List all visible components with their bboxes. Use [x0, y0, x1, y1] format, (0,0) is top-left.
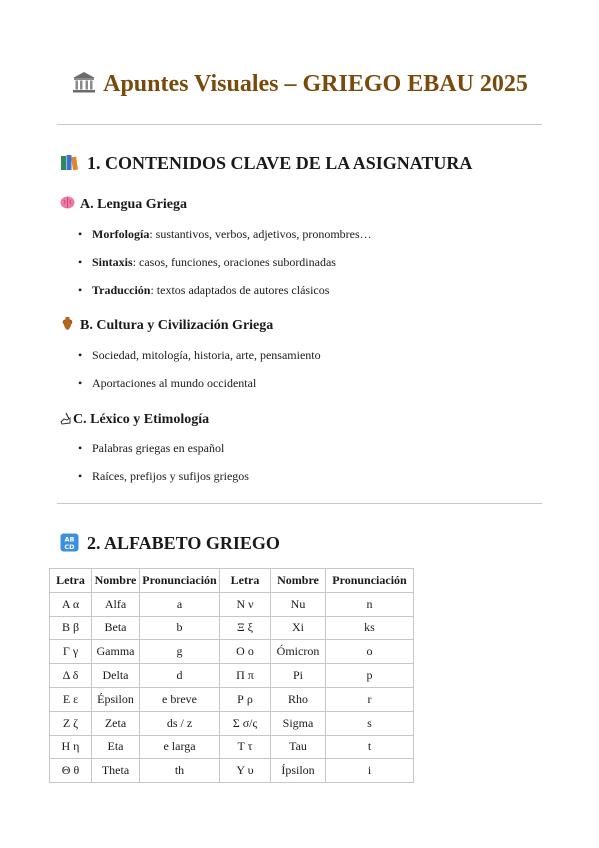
column-header: Letra — [50, 569, 92, 593]
table-cell: Delta — [92, 664, 140, 688]
table-cell: Xi — [271, 616, 326, 640]
table-cell: Beta — [92, 616, 140, 640]
table-cell: Σ σ/ς — [220, 711, 271, 735]
divider — [57, 124, 542, 125]
item-text: : sustantivos, verbos, adjetivos, pronombres… — [149, 227, 372, 241]
table-cell: n — [326, 592, 414, 616]
table-cell: Ómicron — [271, 640, 326, 664]
table-cell: Θ θ — [50, 759, 92, 783]
table-row — [50, 711, 414, 735]
table-row — [50, 759, 414, 783]
svg-text:CD: CD — [64, 543, 75, 551]
table-cell: g — [140, 640, 220, 664]
table-cell: Τ τ — [220, 735, 271, 759]
table-cell: Pi — [271, 664, 326, 688]
subsection-c-title: C. Léxico y Etimología — [73, 412, 210, 427]
table-row — [50, 592, 414, 616]
subsection-a-title: A. Lengua Griega — [80, 197, 187, 212]
table-row — [50, 616, 414, 640]
table-cell: Zeta — [92, 711, 140, 735]
table-cell: Ν ν — [220, 592, 271, 616]
table-cell: t — [326, 735, 414, 759]
column-header: Nombre — [92, 569, 140, 593]
table-cell: e larga — [140, 735, 220, 759]
list-item: • Palabras griegas en español — [78, 441, 225, 455]
list-item: • Sintaxis: casos, funciones, oraciones subordinadas — [78, 255, 336, 269]
table-cell: Π π — [220, 664, 271, 688]
subsection-b-heading — [60, 316, 273, 336]
divider — [57, 503, 542, 504]
table-cell: Eta — [92, 735, 140, 759]
table-row — [50, 735, 414, 759]
subsection-a-heading — [60, 195, 187, 215]
item-term: Traducción — [92, 283, 151, 297]
column-header: Pronunciación — [140, 569, 220, 593]
table-cell: Theta — [92, 759, 140, 783]
table-cell: r — [326, 687, 414, 711]
books-icon — [60, 153, 79, 172]
table-cell: Β β — [50, 616, 92, 640]
table-cell: s — [326, 711, 414, 735]
document-title: Apuntes Visuales – GRIEGO EBAU 2025 — [103, 71, 528, 97]
column-header: Pronunciación — [326, 569, 414, 593]
table-cell: a — [140, 592, 220, 616]
table-cell: p — [326, 664, 414, 688]
item-term: Sintaxis — [92, 255, 133, 269]
table-cell: Gamma — [92, 640, 140, 664]
table-cell: i — [326, 759, 414, 783]
table-cell: d — [140, 664, 220, 688]
subsection-c-heading — [60, 410, 209, 430]
column-header: Letra — [220, 569, 271, 593]
list-item: • Traducción: textos adaptados de autores clásicos — [78, 283, 330, 297]
list-item: • Aportaciones al mundo occidental — [78, 376, 257, 390]
list-item: • Sociedad, mitología, historia, arte, pensamiento — [78, 348, 321, 362]
section-1-heading — [60, 151, 472, 175]
subsection-b-title: B. Cultura y Civilización Griega — [80, 318, 274, 333]
table-cell: th — [140, 759, 220, 783]
brain-icon — [60, 195, 75, 210]
item-text: Raíces, prefijos y sufijos griegos — [92, 469, 249, 483]
classical-building-icon — [71, 70, 97, 94]
table-cell: Ρ ρ — [220, 687, 271, 711]
amphora-icon — [60, 316, 75, 331]
table-cell: Ípsilon — [271, 759, 326, 783]
table-row — [50, 640, 414, 664]
abcd-icon — [60, 533, 79, 552]
table-cell: Sigma — [271, 711, 326, 735]
table-cell: Υ υ — [220, 759, 271, 783]
section-2-heading — [60, 531, 280, 555]
item-text: Aportaciones al mundo occidental — [92, 376, 257, 390]
table-cell: Ε ε — [50, 687, 92, 711]
table-cell: o — [326, 640, 414, 664]
table-cell: ds / z — [140, 711, 220, 735]
item-text: Palabras griegas en español — [92, 441, 225, 455]
table-cell: Rho — [271, 687, 326, 711]
list-item: • Morfología: sustantivos, verbos, adjetivos, pronombres… — [78, 227, 372, 241]
column-header: Nombre — [271, 569, 326, 593]
svg-text:AB: AB — [64, 535, 75, 544]
table-header-row — [50, 569, 414, 593]
table-row — [50, 664, 414, 688]
item-text: Sociedad, mitología, historia, arte, pensamiento — [92, 348, 321, 362]
item-text: : casos, funciones, oraciones subordinadas — [132, 255, 336, 269]
section-1-title: 1. CONTENIDOS CLAVE DE LA ASIGNATURA — [87, 153, 473, 173]
table-cell: Α α — [50, 592, 92, 616]
table-cell: Ξ ξ — [220, 616, 271, 640]
table-cell: Δ δ — [50, 664, 92, 688]
list-item: • Raíces, prefijos y sufijos griegos — [78, 469, 249, 483]
table-cell: Η η — [50, 735, 92, 759]
item-text: : textos adaptados de autores clásicos — [150, 283, 330, 297]
table-cell: Nu — [271, 592, 326, 616]
table-cell: Ζ ζ — [50, 711, 92, 735]
table-cell: Γ γ — [50, 640, 92, 664]
table-cell: b — [140, 616, 220, 640]
table-cell: ks — [326, 616, 414, 640]
document-title-row — [0, 68, 599, 100]
table-cell: Ο ο — [220, 640, 271, 664]
section-2-title: 2. ALFABETO GRIEGO — [87, 533, 280, 553]
table-cell: e breve — [140, 687, 220, 711]
item-term: Morfología — [92, 227, 150, 241]
greek-alphabet-table — [49, 568, 414, 783]
table-row — [50, 687, 414, 711]
writing-hand-icon — [60, 410, 71, 425]
table-cell: Épsilon — [92, 687, 140, 711]
table-cell: Alfa — [92, 592, 140, 616]
table-cell: Tau — [271, 735, 326, 759]
